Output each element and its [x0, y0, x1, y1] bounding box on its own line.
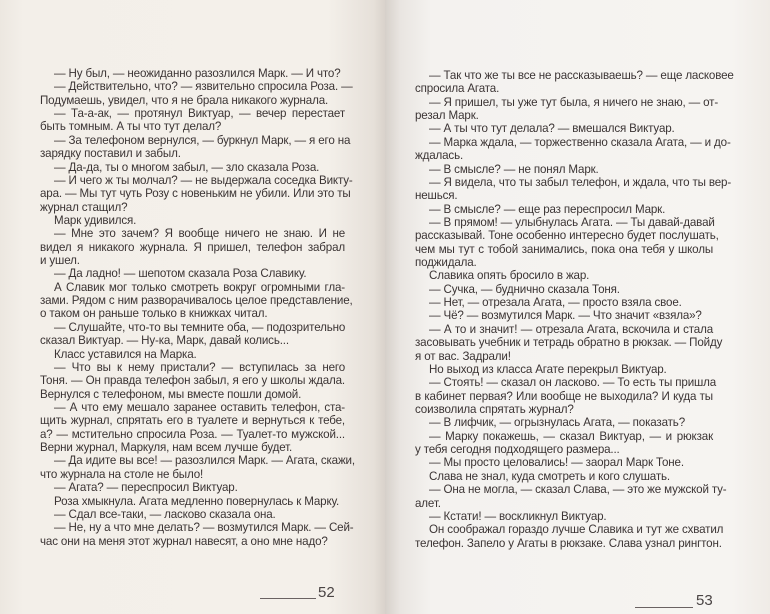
text-line: Марк удивился. [54, 213, 137, 227]
text-line: Роза хмыкнула. Агата медленно повернулась к Марку. [54, 494, 340, 508]
text-line: ара. — Мы тут чуть Розу с новеньким не убили. Или это ты [40, 187, 351, 201]
paragraph [415, 122, 713, 135]
text-line: — Да идите вы все! — разозлился Марк. — Агата, скажи, [54, 454, 355, 468]
paragraph [415, 363, 713, 376]
paragraph [415, 69, 734, 96]
page-number: 52 [318, 584, 335, 601]
text-line: — Та-а-ак, — протянул Виктуар, — вечер перестает [54, 107, 345, 121]
paragraph [415, 322, 723, 363]
text-line: ждалась. [415, 149, 464, 163]
text-line: журнал стащил? [40, 200, 128, 214]
text-line: — Действительно, что? — язвительно спросила Роза. — [54, 80, 353, 94]
text-line: рассказывай. Тоне особенно интересно будет послушать, [415, 229, 719, 243]
paragraph [40, 267, 345, 280]
paragraph [415, 283, 713, 296]
text-line: у тебя сегодня подходящего размера... [415, 443, 620, 457]
text-line: Слава не знал, куда смотреть и кого слушать. [429, 469, 670, 483]
text-line: видел я никакого журнала. Я пришел, телефон забрал [40, 240, 345, 254]
text-line: — Что вы к нему пристали? — вступилась за него [54, 360, 345, 374]
text-line: — Сдал все-таки, — ласково сказала она. [54, 507, 276, 521]
text-line: — В лифчик, — огрызнулась Агата, — показать? [429, 416, 685, 430]
text-line: — Слушайте, что-то вы темните оба, — подозрительно [54, 320, 346, 334]
text-line: и ушел. [40, 254, 80, 268]
text-line: — Агата? — переспросил Виктуар. [54, 481, 238, 495]
text-line: Вернулся с телефоном, мы вместе пошли домой. [40, 387, 302, 401]
text-line: — Ну был, — неожиданно разозлился Марк. — И что? [54, 67, 341, 80]
text-line: — Она не могла, — сказал Слава, — это же мужской ту- [429, 483, 727, 497]
text-line: в кабинет первая? Или вообще не выходила? И куда ты [415, 389, 713, 403]
paragraph [415, 269, 713, 282]
text-line: алет. [415, 496, 441, 510]
text-line: Класс уставился на Марка. [54, 347, 197, 361]
text-line: зами. Рядом с ним разворачивалось целое представление, [40, 294, 353, 308]
text-line: — Кстати! — воскликнул Виктуар. [429, 509, 607, 523]
text-line: — Так что же ты все не рассказываешь? — еще ласковее [429, 69, 734, 82]
text-line: — Стоять! — сказал он ласково. — То есть ты пришла [429, 376, 717, 390]
text-line: быть томным. А ты что тут делал? [40, 120, 222, 134]
text-line: Тоня. — Он правда телефон забыл, я его у школы ждала. [40, 374, 345, 388]
paragraph [40, 361, 345, 401]
text-line: — Мне это зачем? Я вообще ничего не знаю. И не [54, 227, 345, 241]
paragraph [415, 296, 713, 309]
text-line: — Да ладно! — шепотом сказала Роза Славику. [54, 267, 307, 281]
text-line: Он соображал гораздо лучше Славика и тут же схватил [429, 523, 724, 537]
paragraph [40, 80, 353, 107]
paragraph [40, 401, 345, 454]
paragraph [415, 456, 713, 469]
paragraph [415, 135, 731, 163]
text-line: Подумаешь, увидел, что я не брала никакого журнала. [40, 93, 329, 107]
text-line: о таком он раньше только в книжках читал. [40, 307, 268, 321]
paragraph [415, 175, 732, 203]
paragraph [415, 215, 719, 270]
paragraph [40, 133, 351, 161]
paragraph [40, 454, 355, 481]
text-line: Но выход из класса Агате перекрыл Виктуар. [429, 362, 667, 376]
text-line: резал Марк. [415, 109, 479, 123]
page-number: 53 [696, 592, 713, 609]
text-line: соизволила спрятать журнал? [415, 402, 574, 416]
paragraph [40, 280, 353, 321]
page-number-rule [635, 607, 693, 608]
text-line: — Да-да, ты о многом забыл, — зло сказала Роза. [54, 160, 320, 174]
paragraph [40, 495, 345, 508]
right-page [385, 0, 770, 614]
text-line: А Славик мог только смотреть вокруг огромными гла- [54, 280, 345, 294]
paragraph [40, 214, 345, 227]
page-number-rule [260, 598, 316, 599]
text-line: — В смысле? — не понял Марк. [429, 162, 599, 176]
text-line: — Сучка, — буднично сказала Тоня. [429, 282, 620, 296]
paragraph [415, 163, 713, 176]
text-line: щить журнал, спрятать его в туалете и вернуться к тебе, [40, 414, 345, 428]
text-line: я от вас. Задрали! [415, 349, 511, 363]
text-line: что журнала на столе не было! [40, 467, 204, 481]
text-line: — А что ему мешало заранее оставить телефон, ста- [54, 400, 345, 414]
paragraph [40, 67, 345, 80]
paragraph [415, 483, 727, 510]
paragraph [415, 376, 717, 416]
text-line: час они на меня этот журнал навесят, а оно мне надо? [40, 534, 328, 548]
paragraph [415, 430, 713, 457]
text-line: — В смысле? — еще раз переспросил Марк. [429, 202, 666, 216]
paragraph [415, 523, 724, 550]
paragraph [40, 173, 353, 214]
paragraph [415, 309, 713, 322]
text-line: зарядку поставил и забыл. [40, 147, 181, 161]
text-line: поджидала. [415, 256, 477, 270]
paragraph [40, 508, 345, 521]
text-line: — Не, ну а что мне делать? — возмутился Марк. — Сей- [54, 521, 354, 535]
text-line: — А то и значит! — отрезала Агата, вскочила и стала [429, 322, 713, 336]
text-line: нешься. [415, 189, 458, 203]
paragraph [40, 161, 345, 174]
paragraph [40, 321, 345, 348]
text-line: — Чё? — возмутился Марк. — Что значит «взяла»? [429, 309, 702, 323]
paragraph [40, 227, 345, 267]
text-line: — И чего ж ты молчал? — не выдержала соседка Викту- [54, 173, 353, 187]
paragraph [415, 470, 713, 483]
paragraph [40, 107, 345, 134]
text-line: — Я пришел, ты уже тут была, я ничего не знаю, — от- [429, 95, 719, 109]
page-body [415, 69, 734, 550]
paragraph [40, 348, 345, 361]
text-line: — Мы просто целовались! — заорал Марк Тоне. [429, 456, 684, 470]
text-line: — Марка ждала, — торжественно сказала Агата, — и до- [429, 135, 731, 149]
text-line: телефон. Запело у Агаты в рюкзаке. Слава узнал рингтон. [415, 536, 722, 550]
text-line: а? — мстительно спросила Роза. — Туалет-то мужской... [40, 427, 345, 441]
paragraph [415, 416, 713, 429]
paragraph [415, 203, 713, 216]
paragraph [40, 481, 345, 494]
text-line: Верни журнал, Маркуля, нам всем лучше будет. [40, 441, 293, 455]
paragraph [415, 95, 719, 123]
text-line: — За телефоном вернулся, — буркнул Марк, — я его на [54, 133, 351, 147]
text-line: Славика опять бросило в жар. [429, 269, 590, 283]
paragraph [415, 510, 713, 523]
paragraph [40, 521, 354, 548]
text-line: засовывать учебник и тетрадь обратно в рюкзак. — Пойду [415, 336, 723, 350]
text-line: сказал Виктуар. — Ну-ка, Марк, давай колись... [40, 334, 289, 348]
text-line: спросила Агата. [415, 82, 500, 96]
text-line: — Я видела, что ты забыл телефон, и ждала, что ты вер- [429, 175, 732, 189]
page-body [40, 67, 355, 548]
text-line: — А ты что тут делала? — вмешался Виктуар. [429, 122, 675, 136]
text-line: чем мы тут с тобой занимались, пока она тебя у школы [415, 242, 713, 256]
text-line: — Нет, — отрезала Агата, — просто взяла свое. [429, 296, 682, 310]
text-line: — В прямом! — улыбнулась Агата. — Ты давай-давай [429, 215, 715, 229]
text-line: — Марку покажешь, — сказал Виктуар, — и рюкзак [429, 429, 713, 443]
